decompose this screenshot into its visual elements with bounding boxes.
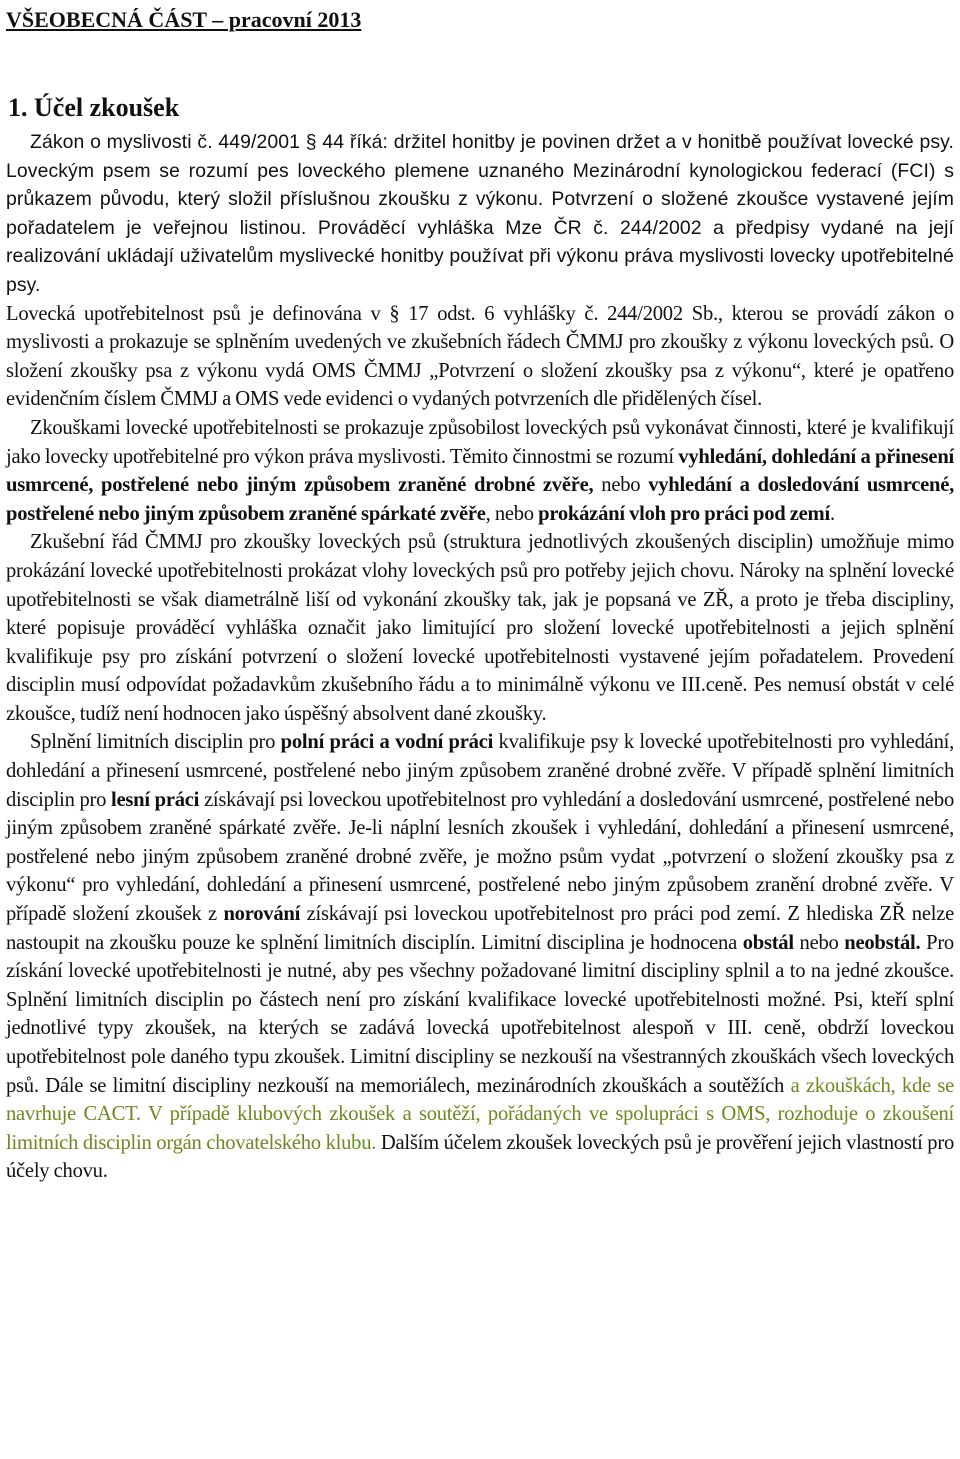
paragraph-text: , nebo bbox=[485, 502, 539, 525]
paragraph-limitni-discipliny bbox=[6, 728, 954, 1186]
paragraph-text: získávají psi loveckou upotřebitelnost pro práci pod zemí. Z hlediska ZŘ nelze nastoupit na zkoušku pouze ke splnění limitních disciplín. Limitní disciplina je hodnocena bbox=[6, 903, 954, 954]
paragraph-text: Lovecká upotřebitelnost psů je definována v § 17 odst. 6 vyhlášky č. 244/2002 Sb., kterou se provádí zákon o myslivosti a prokazuje se splněním uvedených ve zkušebních řádech ČMMJ pro zkoušky z výkonu loveckých psů. O složení zkoušky psa z výkonu vydá OMS ČMMJ „Potvrzení o složení zkoušky psa z výkonu“, které je opatřeno evidenčním číslem ČMMJ a OMS vede evidenci o vydaných potvrzeních dle přidělených čísel. bbox=[6, 302, 954, 411]
document-title: VŠEOBECNÁ ČÁST – pracovní 2013 bbox=[6, 7, 362, 32]
paragraph-text: kvalifikuje psy k lovecké upotřebitelnosti pro vyhledání, dohledání a přinesení usmrcené, postřelené nebo jiným způsobem zraněné drobné zvěře. V případě splnění limitních disciplin pro bbox=[6, 731, 954, 811]
paragraph-text: . bbox=[829, 502, 835, 525]
paragraph-law-reference bbox=[6, 128, 954, 300]
paragraph-text: Zkušební řád ČMMJ pro zkoušky loveckých psů (struktura jednotlivých zkoušených disciplin) umožňuje mimo prokázání lovecké upotřebitelnosti prokázat vlohy loveckých psů pro potřeby jejich chovu. Nároky na splnění lovecké upotřebitelnosti se však diametrálně liší od vykonání zkoušky tak, jak je popsaná ve ZŘ, a proto je třeba discipliny, které popisuje prováděcí vyhláška označit jako limitující pro složení lovecké upotřebitelnosti a jejich splnění kvalifikuje psy pro získání potvrzení o složení lovecké upotřebitelnosti vystavené jejím pořadatelem. Provedení disciplin musí odpovídat požadavkům zkušebního řádu a to minimálně výkonu ve III.ceně. Pes nemusí obstát v celé zkoušce, tudíž není hodnocen jako úspěšný absolvent dané zkoušky. bbox=[6, 531, 954, 725]
paragraph-text: získávají psi loveckou upotřebitelnost pro vyhledání a dosledování usmrcené, postřelené nebo jiným způsobem zraněné spárkaté zvěře. Je-li náplní lesních zkoušek i vyhledání, dohledání a přinesení usmrcené, postřelené nebo jiným způsobem zraněné drobné zvěře, je možno psům vydat „potvrzení o složení zkoušky psa z výkonu“ pro vyhledání, dohledání a přinesení usmrcené, postřelené nebo jiným způsobem zranění drobné zvěře. V případě složení zkoušek z bbox=[6, 788, 955, 926]
paragraph-text: nebo bbox=[793, 931, 845, 954]
paragraph-upotrebitelnost-definition bbox=[6, 300, 954, 414]
bold-phrase: vyhledání a dosledování usmrcené, postřelené nebo jiným způsobem zraněné spárkaté zvěře bbox=[6, 474, 954, 525]
paragraph-text: nebo bbox=[593, 474, 649, 497]
bold-phrase: neobstál. bbox=[844, 931, 921, 954]
paragraph-text: Splnění limitních disciplin pro bbox=[30, 731, 281, 754]
paragraph-text: Zákon o myslivosti č. 449/2001 § 44 říká: držitel honitby je povinen držet a v honitbě používat lovecké psy. Loveckým psem se rozumí pes loveckého plemene uznaného Mezinárodní kynologickou federací (FCI) s průkazem původu, který složil příslušnou zkoušku z výkonu. Potvrzení o složené zkoušce vystavené jejím pořadatelem je veřejnou listinou. Prováděcí vyhláška Mze ČR č. 244/2002 a předpisy vydané na její realizování ukládají uživatelům myslivecké honitby používat při výkonu práva myslivosti lovecky upotřebitelné psy. bbox=[6, 131, 954, 296]
bold-phrase: polní práci a vodní práci bbox=[280, 731, 494, 754]
paragraph-zkousky-ucel bbox=[6, 414, 954, 528]
bold-phrase: prokázání vloh pro práci pod zemí bbox=[538, 502, 830, 525]
paragraph-zkusebni-rad bbox=[6, 528, 954, 728]
section-heading: 1. Účel zkoušek bbox=[8, 93, 180, 122]
bold-phrase: lesní práci bbox=[111, 788, 200, 811]
bold-phrase: norování bbox=[223, 903, 301, 926]
paragraph-text: Zkouškami lovecké upotřebitelnosti se prokazuje způsobilost loveckých psů vykonávat činnosti, které je kvalifikují jako lovecky upotřebitelné pro výkon práva myslivosti. Těmito činnostmi se rozumí bbox=[6, 416, 954, 468]
bold-phrase: obstál bbox=[742, 931, 794, 954]
paragraph-text: Pro získání lovecké upotřebitelnosti je nutné, aby pes všechny požadované limitní discipliny splnil a to na jedné zkoušce. Splnění limitních disciplin po částech není pro získání kvalifikace lovecké upotřebitelnosti možné. Psi, kteří splní jednotlivé typy zkoušek, na kterých se zadává lovecká upotřebitelnost alespoň v III. ceně, obdrží loveckou upotřebitelnost pole daného typu zkoušek. Limitní discipliny se nezkouší na všestranných zkouškách všech loveckých psů. Dále se limitní discipliny nezkouší na memoriálech, mezinárodních zkouškách a soutěžích bbox=[6, 931, 954, 1097]
document-body bbox=[6, 128, 954, 1186]
paragraph-text: Dalším účelem zkoušek loveckých psů je prověření jejich vlastností pro účely chovu. bbox=[6, 1131, 954, 1183]
highlighted-green-text: a zkouškách, kde se navrhuje CACT. V případě klubových zkoušek a soutěží, pořádaných ve spolupráci s OMS, rozhoduje o zkoušení limitních disciplin orgán chovatelského klubu. bbox=[6, 1074, 955, 1154]
bold-phrase: vyhledání, dohledání a přinesení usmrcené, postřelené nebo jiným způsobem zraněné drobné zvěře, bbox=[6, 445, 954, 497]
